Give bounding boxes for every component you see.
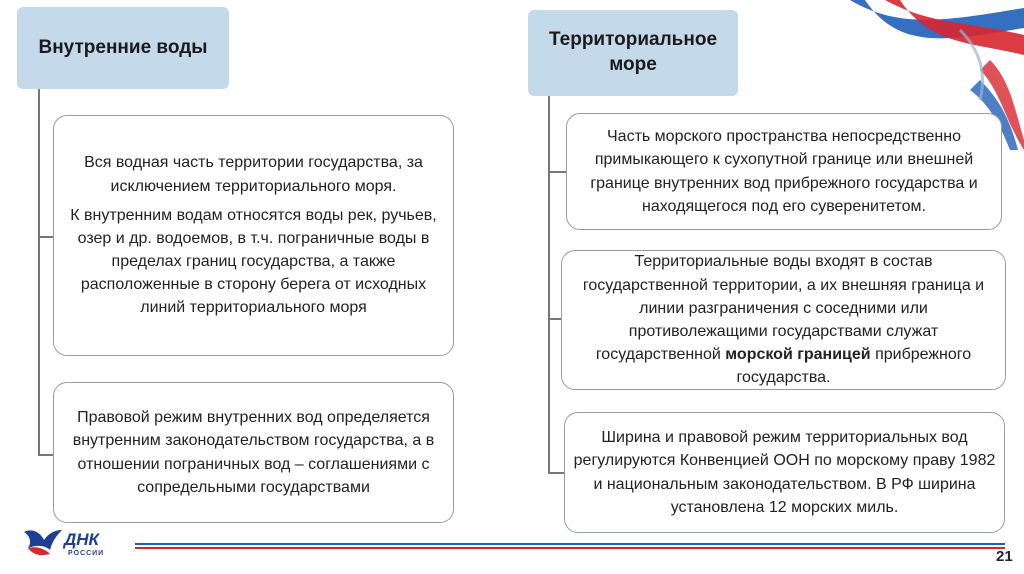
territorial-sea-border-card [561,250,1006,390]
territorial-sea-header [528,10,738,96]
internal-waters-header [17,7,229,89]
internal-waters-definition: Вся водная часть территории государства, за исключением территориального моря. [84,154,423,195]
logo-subtitle: РОССИИ [68,550,105,557]
internal-waters-title: Внутренние воды [38,36,208,58]
left-connector-1 [38,236,54,238]
territorial-sea-border: Территориальные воды входят в состав государственной территории, а их внешняя граница и линии разграничения с соседними или противолежащими государствами служат государственной морской границей прибрежного государства. [582,253,985,387]
internal-waters-definition-card [53,115,454,356]
sea-border-highlight: морской границей [725,346,871,364]
right-connector-vertical [548,96,550,473]
left-connector-2 [38,454,54,456]
right-connector-3 [548,472,564,474]
internal-waters-regime: Правовой режим внутренних вод определяется внутренним законодательством государства, а в отношении пограничных вод – соглашениями с сопредельными государствами [72,409,435,496]
dnk-bird-icon [22,526,64,560]
internal-waters-composition: К внутренним водам относятся воды рек, ручьев, озер и др. водоемов, в т.ч. пограничные воды в пределах границ государства, а также расположенные в сторону берега от исходных линий территориального моря [70,206,437,317]
footer-line-blue [135,543,1005,545]
right-connector-1 [548,171,566,173]
territorial-sea-width: Ширина и правовой режим территориальных вод регулируются Конвенцией ООН по морскому праву 1982 и национальным законодательством. В РФ ширина установлена 12 морских миль. [573,429,996,516]
territorial-sea-title: Территориальное море [548,29,718,75]
left-connector-vertical [38,89,40,455]
dnk-logo [22,520,127,565]
territorial-sea-definition: Часть морского пространства непосредственно примыкающего к сухопутной границе или внешней границе внутренних вод прибрежного государства и находящегося под его суверенитетом. [590,128,978,215]
internal-waters-regime-card [53,382,454,523]
right-connector-2 [548,318,562,320]
territorial-sea-width-card [564,412,1005,533]
territorial-sea-definition-card [566,113,1002,230]
footer-line-red [135,547,1005,549]
logo-name: ДНК [64,530,100,549]
page-number: 21 [996,548,1013,565]
